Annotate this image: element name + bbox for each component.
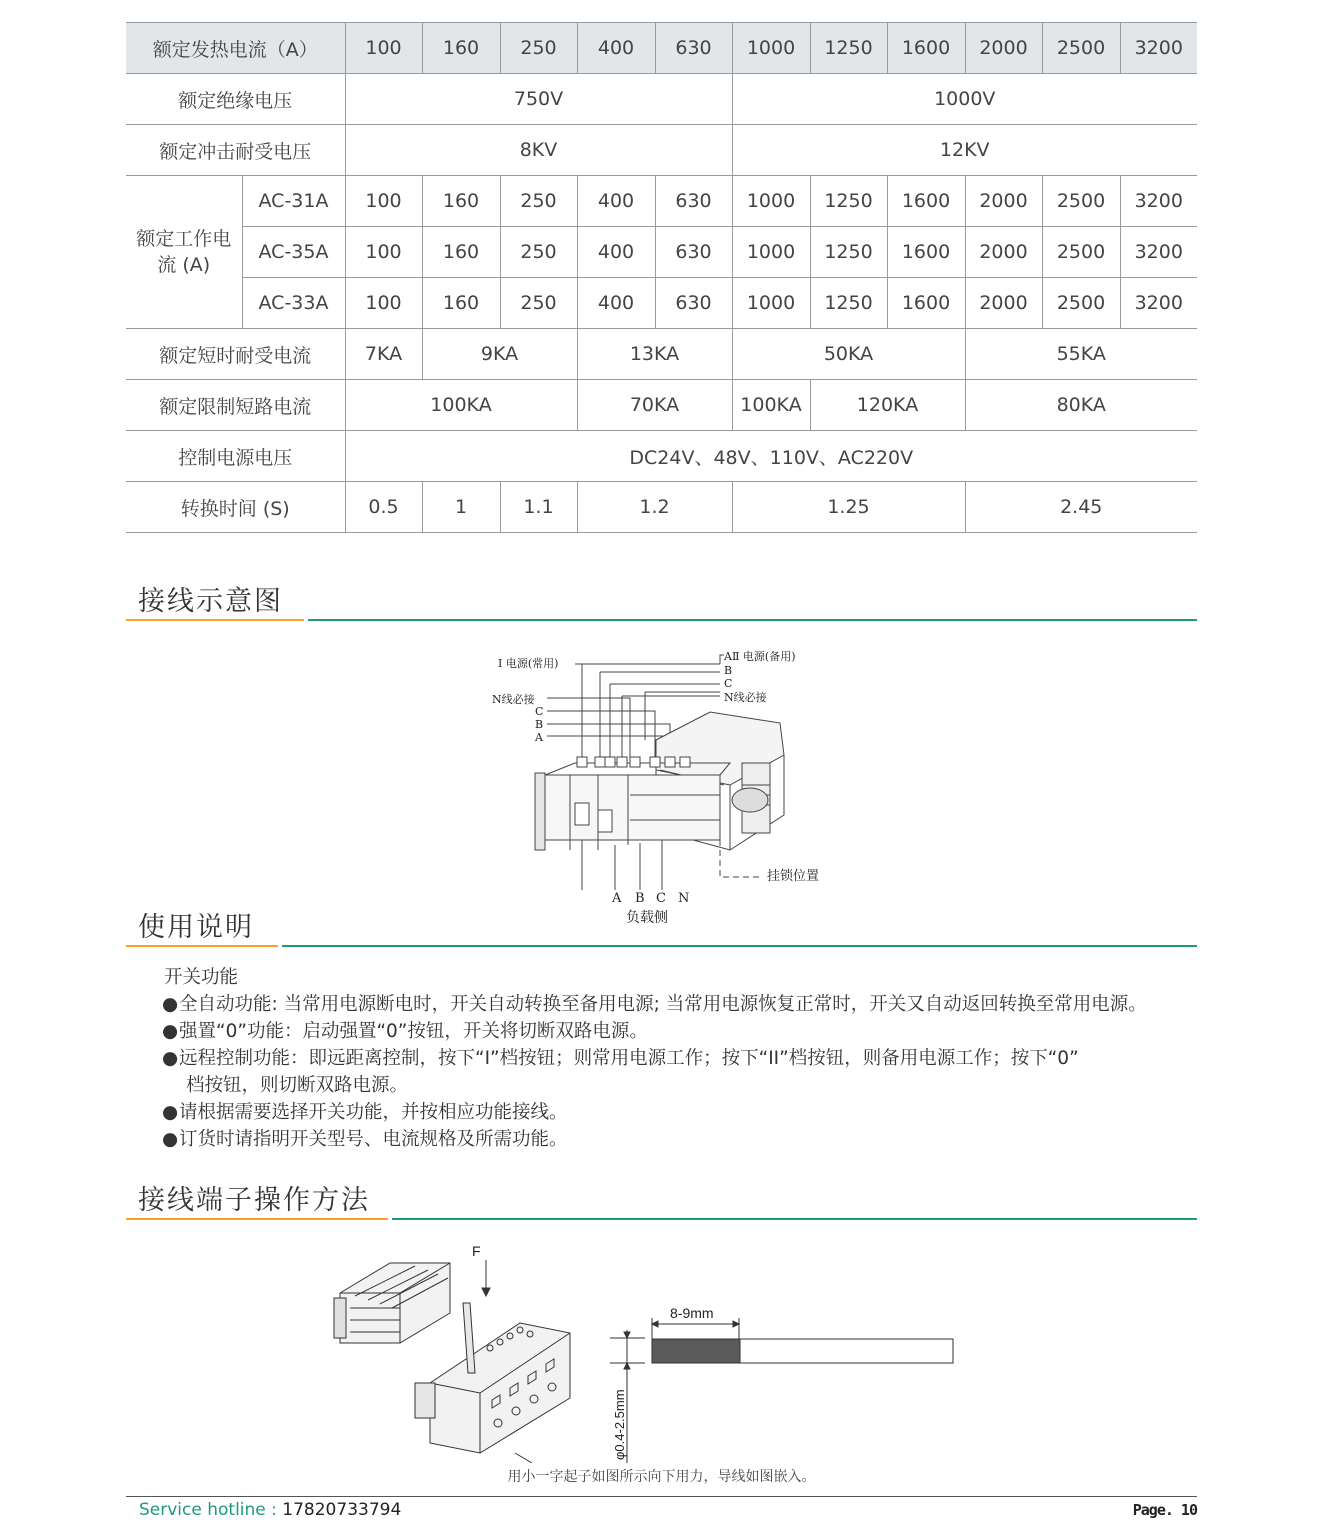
usage-bullet-continuation: 档按钮，则切断双路电源。 bbox=[186, 1075, 409, 1096]
force-label: F bbox=[472, 1243, 481, 1259]
table-cell: 1.2 bbox=[577, 482, 732, 533]
table-cell: 630 bbox=[655, 227, 732, 278]
table-cell: 2000 bbox=[965, 23, 1042, 74]
wiring-label-bottom-n: N bbox=[678, 891, 690, 906]
wiring-label-c-right: C bbox=[724, 677, 733, 690]
table-cell: 120KA bbox=[810, 380, 965, 431]
table-cell: 3200 bbox=[1120, 227, 1197, 278]
table-row bbox=[126, 227, 1197, 278]
table-row bbox=[126, 23, 1197, 74]
table-cell: 160 bbox=[422, 278, 500, 329]
table-cell: 250 bbox=[500, 23, 577, 74]
table-cell: 1.25 bbox=[732, 482, 965, 533]
table-cell: 400 bbox=[577, 23, 655, 74]
wire-size-label: φ0.4-2.5mm bbox=[612, 1389, 627, 1460]
table-cell: 630 bbox=[655, 278, 732, 329]
wiring-diagram bbox=[480, 645, 840, 935]
table-cell: 100 bbox=[345, 176, 422, 227]
category-cell: AC-35A bbox=[242, 227, 345, 278]
usage-bullet-text: 订货时请指明开关型号、电流规格及所需功能。 bbox=[179, 1129, 568, 1150]
table-cell: 50KA bbox=[732, 329, 965, 380]
usage-bullet-text: 全自动功能: 当常用电源断电时，开关自动转换至备用电源; 当常用电源恢复正常时，开关又自动返回转换至常用电源。 bbox=[179, 994, 1147, 1015]
table-cell: 2500 bbox=[1042, 176, 1120, 227]
wiring-label-a-left: A bbox=[535, 731, 543, 744]
table-cell: 1250 bbox=[810, 227, 887, 278]
page-number: Page. 10 bbox=[1132, 1501, 1197, 1519]
table-cell: 400 bbox=[577, 176, 655, 227]
table-cell: 1000V bbox=[732, 74, 1197, 125]
table-cell: 12KV bbox=[732, 125, 1197, 176]
usage-bullet-text: 远程控制功能：即远距离控制，按下“I”档按钮；则常用电源工作；按下“II”档按钮，则备用电源工作；按下“0” bbox=[179, 1048, 1079, 1069]
table-cell: DC24V、48V、110V、AC220V bbox=[345, 431, 1197, 482]
table-cell: 80KA bbox=[965, 380, 1197, 431]
category-cell: AC-31A bbox=[242, 176, 345, 227]
section-rule bbox=[126, 619, 1197, 621]
row-label: 额定短时耐受电流 bbox=[126, 329, 345, 380]
table-cell: 2500 bbox=[1042, 227, 1120, 278]
table-cell: 1250 bbox=[810, 278, 887, 329]
section-title-usage: 使用说明 bbox=[138, 912, 254, 943]
wiring-label-bottom-a: A bbox=[612, 891, 622, 906]
table-cell: 750V bbox=[345, 74, 732, 125]
bullet-icon: ● bbox=[162, 1048, 179, 1069]
table-cell: 9KA bbox=[422, 329, 577, 380]
table-cell: 13KA bbox=[577, 329, 732, 380]
table-cell: 250 bbox=[500, 176, 577, 227]
table-cell: 100 bbox=[345, 227, 422, 278]
row-label: 额定限制短路电流 bbox=[126, 380, 345, 431]
table-cell: 2500 bbox=[1042, 278, 1120, 329]
table-cell: 100KA bbox=[732, 380, 810, 431]
wiring-label-n-right: N线必接 bbox=[724, 691, 767, 704]
list-item bbox=[162, 1099, 1204, 1126]
terminal-diagram bbox=[320, 1238, 970, 1463]
table-cell: 1250 bbox=[810, 176, 887, 227]
table-cell: 2000 bbox=[965, 176, 1042, 227]
table-cell: 7KA bbox=[345, 329, 422, 380]
table-cell: 1250 bbox=[810, 23, 887, 74]
bullet-icon: ● bbox=[162, 1129, 179, 1150]
table-cell: 160 bbox=[422, 176, 500, 227]
table-cell: 3200 bbox=[1120, 278, 1197, 329]
category-cell: AC-33A bbox=[242, 278, 345, 329]
table-cell: 2000 bbox=[965, 227, 1042, 278]
list-item bbox=[162, 1126, 1204, 1153]
wiring-label-source2: AⅡ 电源(备用) bbox=[724, 650, 796, 663]
table-row bbox=[126, 125, 1197, 176]
table-cell: 2500 bbox=[1042, 23, 1120, 74]
list-item bbox=[162, 991, 1204, 1018]
wiring-label-lock: 挂锁位置 bbox=[767, 869, 820, 884]
table-cell: 1 bbox=[422, 482, 500, 533]
table-cell: 100KA bbox=[345, 380, 577, 431]
wiring-label-source1: Ⅰ 电源(常用) bbox=[498, 657, 559, 670]
table-cell: 2.45 bbox=[965, 482, 1197, 533]
table-cell: 55KA bbox=[965, 329, 1197, 380]
wiring-label-bottom-b: B bbox=[635, 891, 645, 906]
table-row bbox=[126, 74, 1197, 125]
table-cell: 70KA bbox=[577, 380, 732, 431]
strip-length-label: 8-9mm bbox=[670, 1305, 714, 1321]
table-row bbox=[126, 176, 1197, 227]
wiring-label-b-right: B bbox=[724, 664, 733, 677]
table-row bbox=[126, 431, 1197, 482]
hotline-label: Service hotline : bbox=[139, 1500, 283, 1520]
bullet-icon: ● bbox=[162, 1021, 179, 1042]
section-rule bbox=[126, 945, 1197, 947]
list-item bbox=[162, 1018, 1204, 1045]
table-cell: 0.5 bbox=[345, 482, 422, 533]
usage-bullet-text: 请根据需要选择开关功能，并按相应功能接线。 bbox=[179, 1102, 568, 1123]
table-cell: 100 bbox=[345, 23, 422, 74]
table-cell: 250 bbox=[500, 227, 577, 278]
table-cell: 400 bbox=[577, 278, 655, 329]
row-label: 控制电源电压 bbox=[126, 431, 345, 482]
table-cell: 8KV bbox=[345, 125, 732, 176]
table-cell: 630 bbox=[655, 23, 732, 74]
table-cell: 1600 bbox=[887, 227, 965, 278]
service-hotline bbox=[139, 1500, 401, 1520]
table-cell: 1600 bbox=[887, 278, 965, 329]
wiring-label-c-left: C bbox=[535, 705, 544, 718]
table-cell: 630 bbox=[655, 176, 732, 227]
table-cell: 400 bbox=[577, 227, 655, 278]
wiring-label-bottom-c: C bbox=[656, 891, 666, 906]
bullet-icon: ● bbox=[162, 1102, 179, 1123]
bullet-icon: ● bbox=[162, 994, 179, 1015]
table-cell: 1000 bbox=[732, 176, 810, 227]
wiring-label-n-left: N线必接 bbox=[492, 693, 535, 706]
terminal-caption: 用小一字起子如图所示向下用力，导线如图嵌入。 bbox=[507, 1469, 816, 1485]
table-cell: 160 bbox=[422, 23, 500, 74]
footer-divider bbox=[126, 1496, 1197, 1497]
row-label: 额定绝缘电压 bbox=[126, 74, 345, 125]
table-cell: 1000 bbox=[732, 227, 810, 278]
spec-table bbox=[126, 22, 1197, 533]
row-label: 额定工作电流 (A) bbox=[126, 176, 242, 329]
row-label: 额定冲击耐受电压 bbox=[126, 125, 345, 176]
table-cell: 1600 bbox=[887, 23, 965, 74]
row-label: 额定发热电流（A） bbox=[126, 23, 345, 74]
table-cell: 1000 bbox=[732, 23, 810, 74]
table-cell: 160 bbox=[422, 227, 500, 278]
table-cell: 1.1 bbox=[500, 482, 577, 533]
section-rule bbox=[126, 1218, 1197, 1220]
table-cell: 1600 bbox=[887, 176, 965, 227]
row-label: 转换时间 (S) bbox=[126, 482, 345, 533]
table-cell: 2000 bbox=[965, 278, 1042, 329]
list-item bbox=[162, 1045, 1204, 1072]
usage-bullet-text: 强置“0”功能：启动强置“0”按钮，开关将切断双路电源。 bbox=[179, 1021, 648, 1042]
wiring-label-load-side: 负载侧 bbox=[626, 910, 668, 926]
table-cell: 250 bbox=[500, 278, 577, 329]
table-cell: 3200 bbox=[1120, 23, 1197, 74]
usage-heading: 开关功能 bbox=[164, 967, 239, 988]
wiring-label-b-left: B bbox=[535, 718, 544, 731]
table-row bbox=[126, 329, 1197, 380]
table-cell: 1000 bbox=[732, 278, 810, 329]
table-cell: 100 bbox=[345, 278, 422, 329]
table-cell: 3200 bbox=[1120, 176, 1197, 227]
section-title-wiring: 接线示意图 bbox=[138, 586, 283, 617]
table-row bbox=[126, 482, 1197, 533]
table-row bbox=[126, 380, 1197, 431]
table-row bbox=[126, 278, 1197, 329]
section-title-terminal: 接线端子操作方法 bbox=[138, 1185, 370, 1216]
usage-text bbox=[164, 964, 1204, 1153]
hotline-number: 17820733794 bbox=[282, 1500, 402, 1520]
